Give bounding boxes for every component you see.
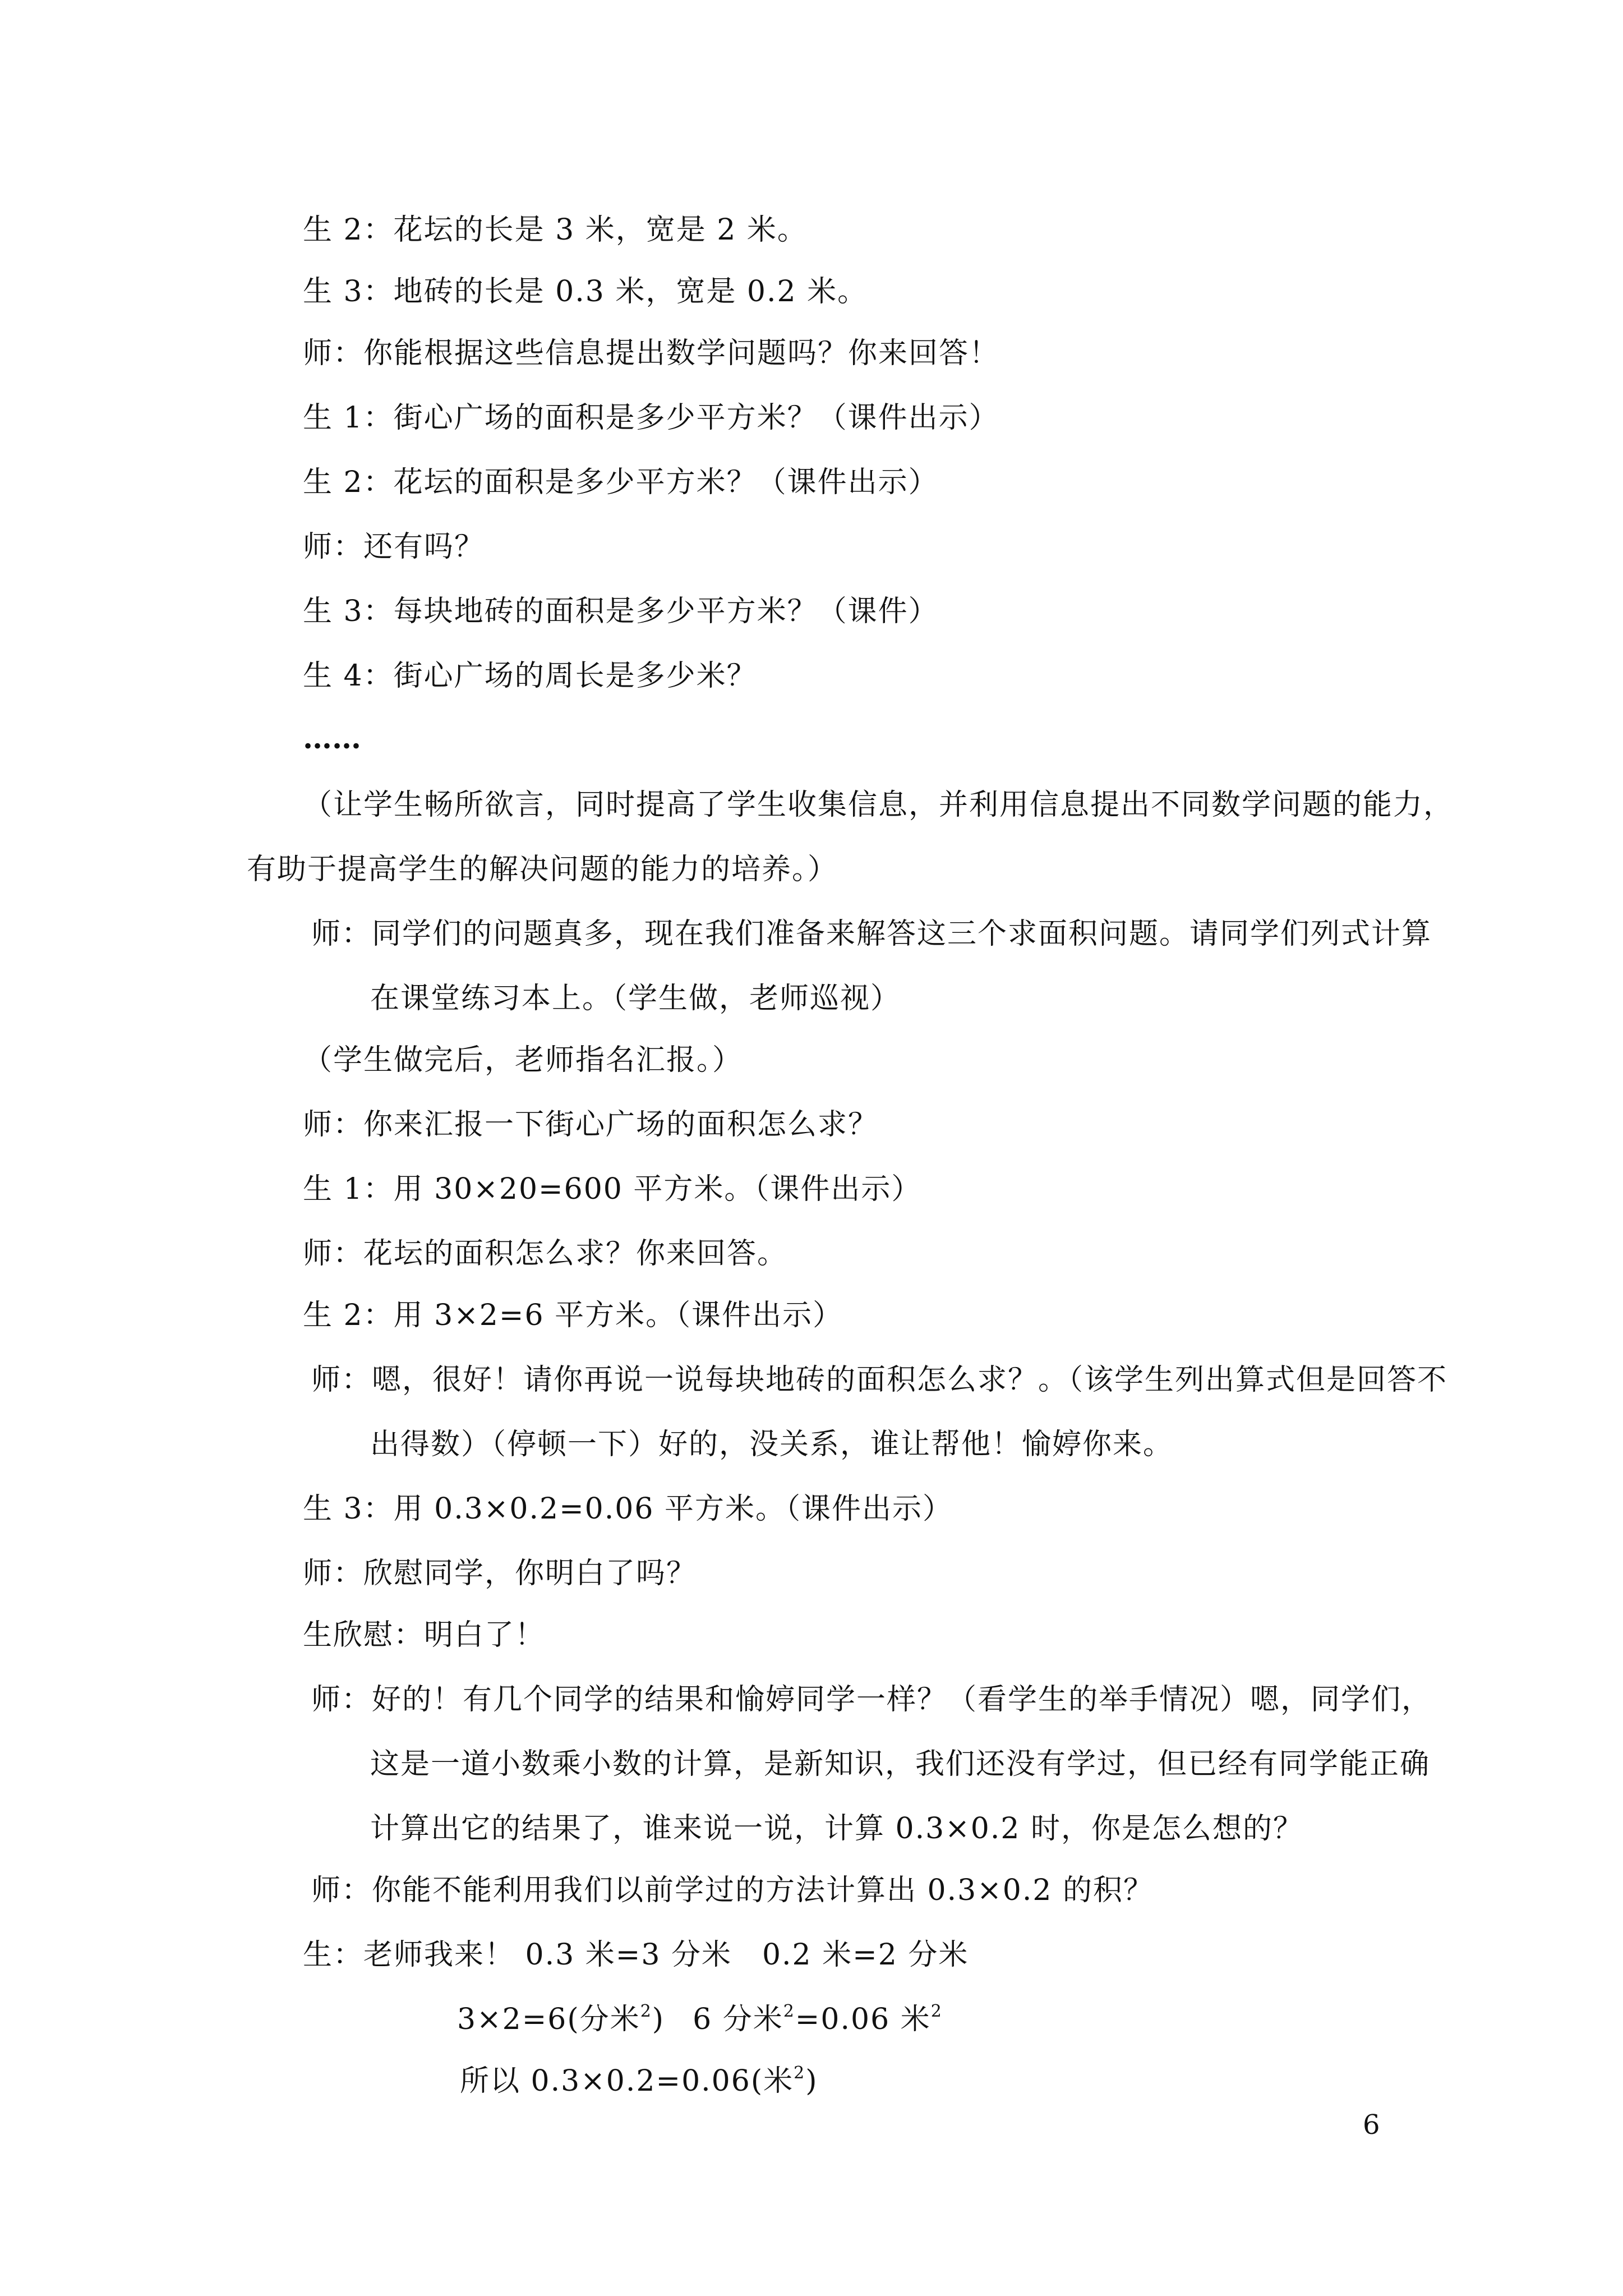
formula-line [460, 2062, 818, 2101]
text-line: （学生做完后，老师指名汇报。） [303, 1043, 743, 1077]
text-line: 师：嗯，很好！请你再说一说每块地砖的面积怎么求？。（该学生列出算式但是回答不 [311, 1363, 1448, 1397]
superscript: 2 [783, 2001, 795, 2021]
text-line: 出得数）（停顿一下）好的，没关系，谁让帮他！愉婷你来。 [370, 1428, 1174, 1461]
superscript: 2 [794, 2063, 806, 2083]
text-line: 师：你来汇报一下街心广场的面积怎么求？ [303, 1108, 879, 1142]
text-line: 计算出它的结果了，谁来说一说，计算 0.3×0.2 时，你是怎么想的？ [370, 1812, 1304, 1846]
text-line: 师：还有吗？ [303, 530, 485, 564]
text-line: 生 2：花坛的长是 3 米，宽是 2 米。 [303, 213, 808, 247]
formula-part: 所以 0.3×0.2=0.06(米 [460, 2064, 794, 2098]
formula-part: ) [805, 2064, 818, 2098]
formula-part: =0.06 米 [795, 2003, 931, 2036]
text-line: 生 3：每块地砖的面积是多少平方米？（课件） [303, 595, 939, 628]
text-line: 有助于提高学生的解决问题的能力的培养。） [247, 853, 838, 886]
formula-line [457, 2000, 943, 2039]
text-line: 师：同学们的问题真多，现在我们准备来解答这三个求面积问题。请同学们列式计算 [311, 917, 1432, 951]
text-line: 师：欣慰同学，你明白了吗？ [303, 1557, 697, 1590]
text-line: 生 3：地砖的长是 0.3 米，宽是 0.2 米。 [303, 275, 868, 309]
text-line: 这是一道小数乘小数的计算，是新知识，我们还没有学过，但已经有同学能正确 [370, 1747, 1431, 1781]
text-line: 师：花坛的面积怎么求？你来回答。 [303, 1237, 788, 1271]
superscript: 2 [640, 2001, 652, 2021]
text-line: 生：老师我来！ 0.3 米=3 分米 0.2 米=2 分米 [303, 1938, 969, 1972]
text-line: 师：你能根据这些信息提出数学问题吗？你来回答！ [303, 337, 1000, 370]
text-line: 生 1：用 30×20=600 平方米。（课件出示） [303, 1172, 922, 1206]
text-line: 生 3：用 0.3×0.2=0.06 平方米。（课件出示） [303, 1492, 953, 1526]
ellipsis-line: …… [303, 721, 361, 756]
superscript: 2 [930, 2001, 943, 2021]
text-line: 师：好的！有几个同学的结果和愉婷同学一样？（看学生的举手情况）嗯，同学们， [311, 1683, 1432, 1717]
page-number: 6 [1363, 2109, 1380, 2141]
text-line: 在课堂练习本上。（学生做，老师巡视） [370, 982, 901, 1015]
formula-part: 3×2=6(分米 [457, 2003, 640, 2036]
text-line: （让学生畅所欲言，同时提高了学生收集信息，并利用信息提出不同数学问题的能力， [303, 788, 1454, 822]
formula-part: ) [652, 2003, 665, 2036]
text-line: 生欣慰：明白了！ [303, 1618, 546, 1652]
text-line: 生 4：街心广场的周长是多少米？ [303, 659, 757, 693]
text-line: 生 1：街心广场的面积是多少平方米？（课件出示） [303, 401, 999, 435]
text-line: 生 2：花坛的面积是多少平方米？（课件出示） [303, 466, 939, 499]
text-line: 师：你能不能利用我们以前学过的方法计算出 0.3×0.2 的积？ [311, 1874, 1154, 1907]
text-line: 生 2：用 3×2=6 平方米。（课件出示） [303, 1299, 843, 1332]
formula-part: 6 分米 [693, 2003, 783, 2036]
